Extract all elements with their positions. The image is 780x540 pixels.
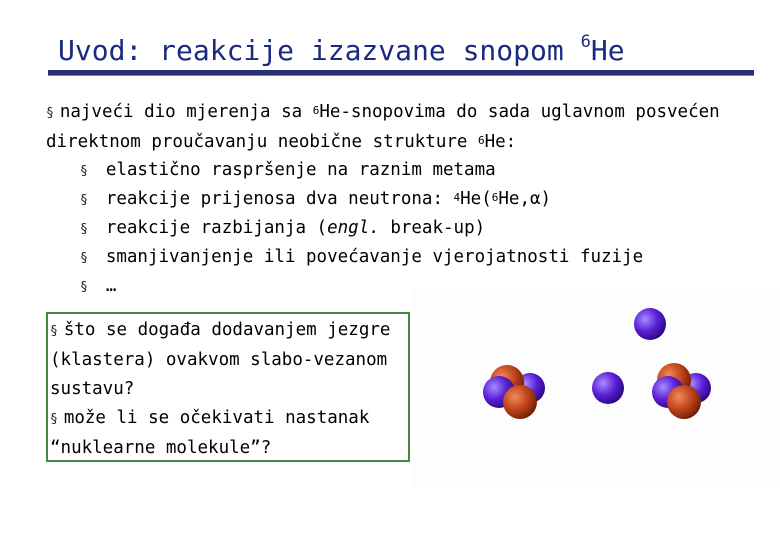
proton-icon: [503, 385, 537, 419]
intro-paragraph: § najveći dio mjerenja sa $^6$He-snopovima do sada uglavnom posvećen direktnom proučavanju neobične strukture $^6$He:: [46, 102, 720, 152]
bullet-icon: §: [50, 324, 58, 339]
bullet-icon: §: [80, 280, 88, 295]
list-item: § smanjivanjenje ili povećavanje vjerojatnosti fuzije: [80, 247, 644, 267]
list-item: § reakcije razbijanja (engl. break-up): [80, 218, 486, 238]
question-1: § što se događa dodavanjem jezgre (klastera) ovakvom slabo-vezanom sustavu?: [50, 320, 391, 399]
bullet-icon: §: [80, 251, 88, 266]
neutron-icon: [592, 372, 624, 404]
bullet-icon: §: [50, 412, 58, 427]
question-2: § može li se očekivati nastanak “nuklearne molekule”?: [50, 408, 370, 458]
nuclear-molecule-illustration: [412, 288, 780, 488]
question-box: [46, 312, 410, 462]
list-item: § reakcije prijenosa dva neutrona: $^4$He($^6$He,α): [80, 189, 552, 209]
bullet-icon: §: [46, 106, 54, 121]
list-item: § …: [80, 276, 117, 296]
neutron-icon: [634, 308, 666, 340]
bullet-icon: §: [80, 193, 88, 208]
slide-title: Uvod: reakcije izazvane snopom $^6$He: [58, 31, 625, 67]
bullet-icon: §: [80, 164, 88, 179]
list-item: § elastično raspršenje na raznim metama: [80, 160, 496, 180]
nucleon-clusters-svg: [412, 288, 780, 488]
proton-icon: [667, 385, 701, 419]
bullet-icon: §: [80, 222, 88, 237]
title-underline: [48, 70, 754, 76]
